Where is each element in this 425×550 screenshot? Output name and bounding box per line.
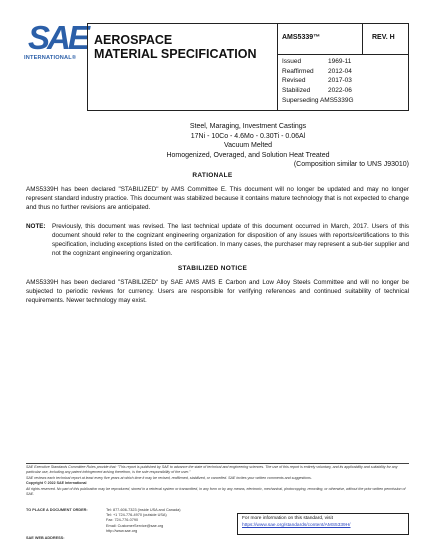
- date-row: Reaffirmed 2012-04: [282, 67, 352, 75]
- title-line: MATERIAL SPECIFICATION: [94, 47, 257, 61]
- more-info-box: [237, 513, 409, 535]
- document-number: AMS5339™: [282, 34, 321, 41]
- footer-rule: [26, 463, 409, 464]
- date-row: Issued 1969-11: [282, 58, 352, 65]
- header-box: [87, 23, 409, 111]
- standard-link[interactable]: https://www.sae.org/standards/content/AMS5339H/: [242, 522, 351, 528]
- date-row: Stabilized 2022-06: [282, 86, 352, 94]
- rationale-text: AMS5339H has been declared "STABILIZED" by AMS Committee E. This document will no longer be updated and may no longer represent standard industry practice. This document was stabilized because it contains mature technology that is not expected to change and thus no further revisions are anticipated.: [26, 186, 409, 211]
- fine-print-paragraph: All rights reserved. No part of this publication may be reproduced, stored in a retrieval system or transmitted, in any form or by any means, electronic, mechanical, photocopying, recording, or otherwise, without the prior written permission of SAE.: [26, 486, 406, 497]
- stabilized-notice-heading: STABILIZED NOTICE: [177, 265, 248, 272]
- title-line: Steel, Maraging, Investment Castings: [189, 123, 307, 130]
- phone-outside: Tel: +1 724-776-4970 (outside USA): [106, 513, 167, 518]
- note-label: NOTE:: [26, 223, 46, 230]
- header-divider: [277, 54, 408, 55]
- title-line: Vacuum Melted: [223, 142, 273, 150]
- order-label: TO PLACE A DOCUMENT ORDER:: [26, 508, 88, 512]
- rationale-heading: RATIONALE: [192, 172, 233, 179]
- fine-print-paragraph: SAE reviews each technical report at least every five years at which time it may be revised, reaffirmed, stabilized, or cancelled. SAE invites your written comments and suggestions.: [26, 475, 312, 480]
- title-line: 17Ni - 10Co - 4.6Mo - 0.30Ti - 0.06Al: [190, 132, 306, 140]
- document-type-title: [94, 33, 257, 61]
- stabilized-notice-text: AMS5339H has been declared "STABILIZED" by SAE AMS AMS E Carbon and Low Alloy Steels Committee and will no longer be subjected to periodic reviews for currency. Users are responsible for verifying references and continued suitability of technical requirements. Newer technology may exist.: [26, 279, 409, 304]
- material-title: [87, 122, 409, 170]
- phone-inside: Tel: 877-606-7323 (inside USA and Canada): [106, 508, 181, 512]
- logo-subtitle: INTERNATIONAL®: [24, 55, 77, 61]
- revision-label: REV. H: [372, 34, 395, 41]
- fax: Fax: 724-776-0790: [106, 518, 139, 523]
- header-divider: [277, 24, 278, 110]
- title-line: Homogenized, Overaged, and Solution Heat Treated: [166, 151, 330, 159]
- sae-logo: [24, 19, 87, 70]
- copyright: Copyright © 2022 SAE International: [26, 481, 87, 486]
- header-divider: [362, 24, 363, 54]
- title-line: AEROSPACE: [94, 33, 173, 47]
- footer-label: SAE WEB ADDRESS:: [26, 536, 65, 540]
- order-contact: [26, 508, 181, 534]
- more-info-text: For more information on this standard, visit: [242, 516, 333, 521]
- fine-print-paragraph: SAE Executive Standards Committee Rules provide that: "This report is published by SAE to advance the state of technical and engineering sciences. The use of this report is entirely voluntary, and its applicability and suitability for any particular use, including any patent infringement arising therefrom, is the sole responsibility of the user.": [26, 465, 398, 475]
- website[interactable]: http://www.sae.org: [106, 528, 138, 533]
- date-row: Revised 2017-03: [282, 77, 352, 84]
- note-text: Previously, this document was revised. The last technical update of this document occurred in March, 2017. Users of this document should refer to the cognizant engineering organization for disposition of any issues with reports/certifications to this specification, including exceptions listed on the certification. In many cases, the purchaser may represent a sub-tier supplier and not the cognizant engineering organization.: [52, 223, 409, 257]
- superseding-note: Superseding AMS5339G: [282, 97, 354, 104]
- date-table: [282, 57, 352, 95]
- note-block: [26, 222, 409, 258]
- logo-letters: SAE: [28, 19, 87, 56]
- email[interactable]: Email: CustomerService@sae.org: [106, 523, 164, 528]
- fine-print: [26, 465, 409, 497]
- composition-note: (Composition similar to UNS J93010): [293, 161, 409, 169]
